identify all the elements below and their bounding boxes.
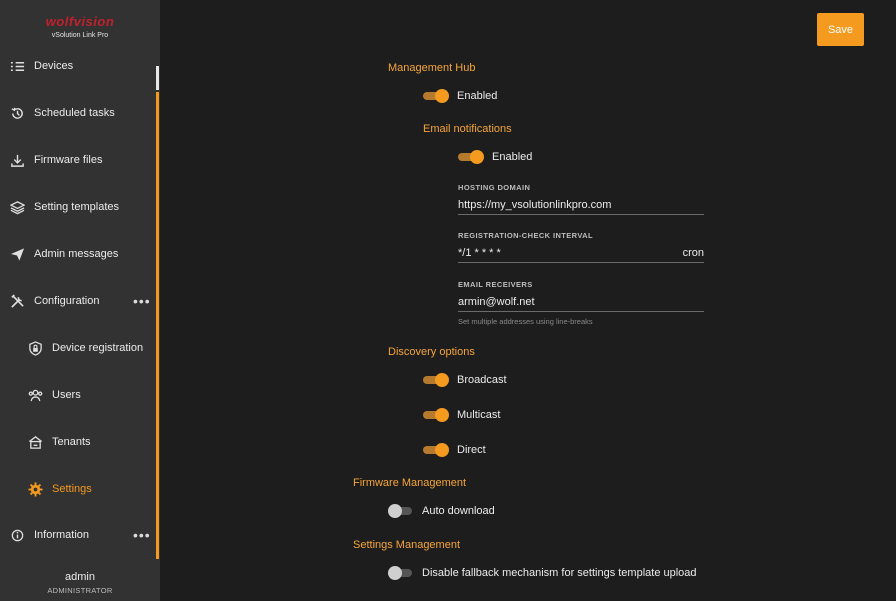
sidebar-item-label: Setting templates	[34, 201, 119, 213]
input-suffix: cron	[682, 247, 704, 259]
send-icon	[10, 247, 25, 262]
configuration-more-button[interactable]: •••	[133, 293, 151, 309]
input-value: armin@wolf.net	[458, 296, 535, 308]
sidebar-scrollbar-track[interactable]	[156, 92, 159, 559]
field-label: REGISTRATION-CHECK INTERVAL	[458, 231, 593, 240]
email-receivers-input[interactable]	[458, 293, 704, 312]
multicast-row[interactable]	[423, 407, 500, 423]
sidebar-item-devices[interactable]	[10, 56, 73, 76]
toggle-label: Auto download	[422, 505, 495, 517]
sidebar-item-firmware-files[interactable]	[10, 150, 102, 170]
broadcast-row[interactable]	[423, 372, 507, 388]
sidebar-item-label: Information	[34, 529, 90, 541]
toggle-label: Multicast	[457, 409, 501, 421]
input-value: */1 * * * *	[458, 247, 501, 259]
registration-interval-input[interactable]	[458, 244, 704, 263]
tenants-icon	[28, 435, 43, 450]
layers-icon	[10, 200, 25, 215]
sidebar-scrollbar-thumb[interactable]	[156, 66, 159, 90]
management-hub-toggle[interactable]	[423, 89, 449, 103]
field-label: HOSTING DOMAIN	[458, 183, 531, 192]
sidebar-item-label: Devices	[34, 60, 74, 72]
information-more-button[interactable]: •••	[133, 527, 151, 543]
email-notifications-toggle[interactable]	[458, 150, 484, 164]
sidebar-item-label: Firmware files	[34, 154, 103, 166]
sidebar-item-scheduled-tasks[interactable]	[10, 103, 115, 123]
sidebar-item-settings[interactable]	[28, 479, 92, 499]
product-name: vSolution Link Pro	[51, 32, 109, 39]
app-logo	[0, 14, 160, 39]
auto-download-row[interactable]	[388, 503, 495, 519]
toggle-label: Enabled	[457, 90, 498, 102]
management-hub-title: Management Hub	[388, 62, 476, 74]
sidebar-item-label: Tenants	[52, 436, 91, 448]
users-icon	[28, 388, 43, 403]
sidebar-item-users[interactable]	[28, 385, 81, 405]
fallback-row[interactable]	[388, 565, 697, 581]
sidebar-item-device-registration[interactable]	[28, 338, 143, 358]
gear-icon	[28, 482, 43, 497]
input-value: https://my_vsolutionlinkpro.com	[458, 199, 612, 211]
toggle-label: Enabled	[492, 151, 533, 163]
history-icon	[10, 106, 25, 121]
sidebar-item-label: Configuration	[34, 295, 100, 307]
save-button[interactable]: Save	[817, 13, 864, 46]
sidebar	[0, 0, 160, 601]
sidebar-item-label: Device registration	[52, 342, 144, 354]
email-notifications-enabled-row[interactable]	[458, 149, 532, 165]
sidebar-item-label: Scheduled tasks	[34, 107, 115, 119]
hosting-domain-field	[458, 183, 704, 215]
sidebar-item-setting-templates[interactable]	[10, 197, 119, 217]
email-receivers-field	[458, 280, 704, 326]
sidebar-item-label: Admin messages	[34, 248, 119, 260]
field-label: EMAIL RECEIVERS	[458, 280, 533, 289]
sidebar-item-information[interactable]	[10, 525, 89, 545]
hosting-domain-input[interactable]	[458, 196, 704, 215]
direct-row[interactable]	[423, 442, 486, 458]
settings-management-title: Settings Management	[353, 539, 461, 551]
list-icon	[10, 59, 25, 74]
info-icon	[10, 528, 25, 543]
field-hint: Set multiple addresses using line-breaks	[458, 317, 593, 326]
sidebar-item-configuration[interactable]	[10, 291, 99, 311]
fallback-toggle[interactable]	[388, 566, 414, 580]
multicast-toggle[interactable]	[423, 408, 449, 422]
email-notifications-title: Email notifications	[423, 123, 512, 135]
toggle-label: Broadcast	[457, 374, 507, 386]
user-role: ADMINISTRATOR	[47, 586, 113, 595]
tools-icon	[10, 294, 25, 309]
registration-interval-field	[458, 231, 704, 263]
sidebar-item-label: Settings	[52, 483, 92, 495]
shield-lock-icon	[28, 341, 43, 356]
sidebar-item-label: Users	[52, 389, 81, 401]
sidebar-item-tenants[interactable]	[28, 432, 91, 452]
firmware-management-title: Firmware Management	[353, 477, 467, 489]
user-name[interactable]: admin	[65, 571, 95, 583]
discovery-options-title: Discovery options	[388, 346, 475, 358]
toggle-label: Disable fallback mechanism for settings template upload	[422, 567, 697, 579]
sidebar-item-admin-messages[interactable]	[10, 244, 118, 264]
auto-download-toggle[interactable]	[388, 504, 414, 518]
logo-wordmark: wolfvision	[45, 14, 115, 29]
download-icon	[10, 153, 25, 168]
broadcast-toggle[interactable]	[423, 373, 449, 387]
direct-toggle[interactable]	[423, 443, 449, 457]
management-hub-enabled-row[interactable]	[423, 88, 497, 104]
toggle-label: Direct	[457, 444, 486, 456]
